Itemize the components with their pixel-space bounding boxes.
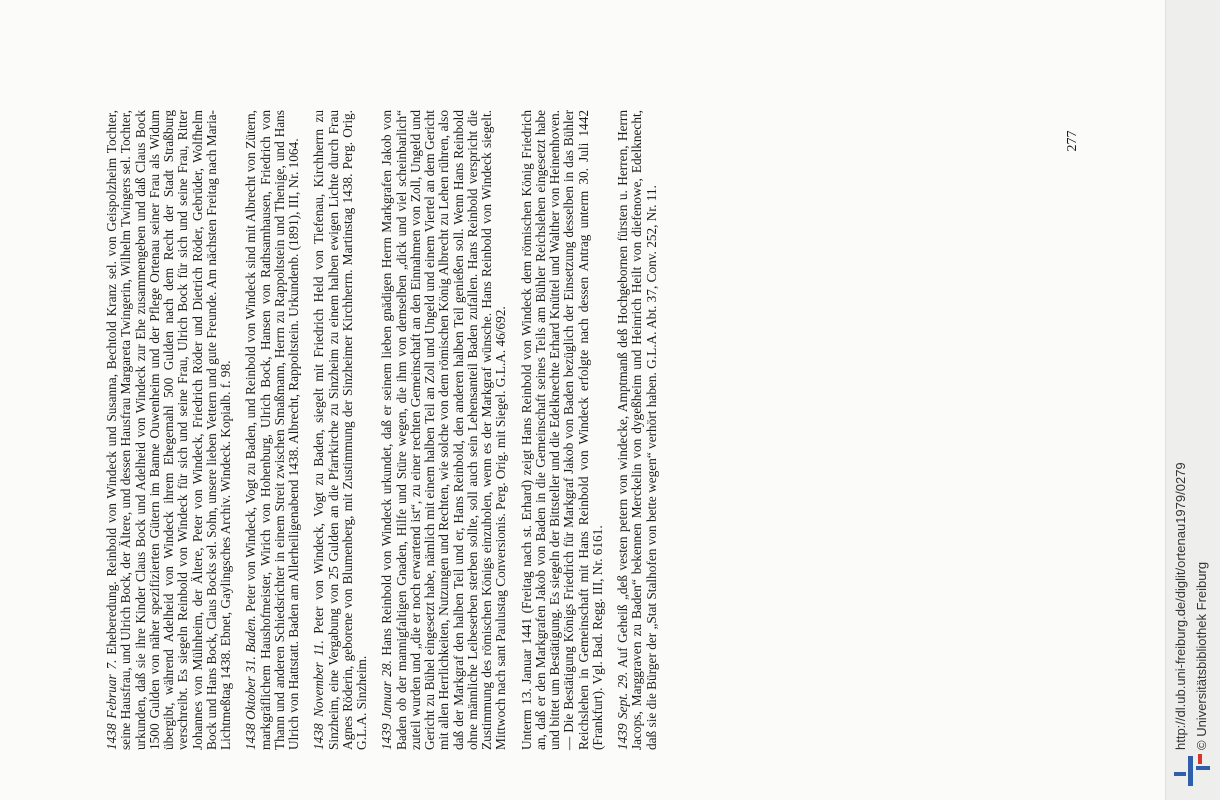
- entry-1438-november: [312, 110, 369, 750]
- entry-1439-sept: [616, 110, 659, 750]
- logo-bar-red: [1198, 754, 1202, 764]
- entry-date: 1438 Februar 7.: [104, 659, 119, 750]
- logo-bar-right: [1196, 766, 1210, 770]
- entry-text: Auf Geheiß „deß vesten petern von windecke, Amptmanß deß Hochgebornen fürsten u. Herren, Herrn Jacops, Marggraven zu Baden“ bekennen Merckelin von dygeßheim und Heinrich Heilt von diefenowe, Edelknecht, daß sie die Bürger der „Stat Stalhofen von bette wegen“ verhört haben. G.L.A. Abt. 37, Conv. 252, Nr. 11.: [615, 110, 659, 750]
- source-url-link[interactable]: http://dl.ub.uni-freiburg.de/diglit/ortenau1979/0279: [1173, 462, 1188, 750]
- copyright-notice: © Universitätsbibliothek Freiburg: [1194, 561, 1209, 750]
- sidebar-text: [1170, 10, 1220, 750]
- entry-1439-januar: [380, 110, 508, 750]
- page-number: 277: [1065, 130, 1080, 152]
- entry-text: Peter von Windeck, Vogt zu Baden, siegelt mit Friedrich Held von Tiefenau, Kirchherrn zu Sinzheim, eine Vergabung von 25 Gulden an die Pfarrkirche zu Sinzheim zu einem halben ewigen Lichte durch Frau Agnes Röderin, geborene von Blumenberg, mit Zustimmung der Sinzheimer Kirchherrn. Martinstag 1438. Perg. Orig. G.L.A. Sinzheim.: [311, 110, 369, 750]
- entry-1438-februar: [105, 110, 233, 750]
- entry-1441-note: [520, 110, 606, 750]
- entry-text: Unterm 13. Januar 1441 (Freitag nach st. Erhard) zeigt Hans Reinbold von Windeck dem römischen König Friedrich an, daß er den Markgrafen Jakob von Baden in die Gemeinschaft seines Teils am Bühler Reichslehen eingesetzt habe und bittet um Bestätigung. Es siegeln der Bittsteller und die Edelknechte Erhard Knüttel und Walther von Heinenhoven. — Die Bestätigung Königs Friedrich für Markgraf Jakob von Baden bezüglich der Einsetzung desselben in das Bühler Reichslehen in Gemeinschaft mit Hans Reinbold von Windeck erfolgte nach dessen Antrag unterm 30. Juli 1442 (Frankfurt). Vgl. Bad. Regg. III, Nr. 6161.: [518, 110, 605, 750]
- logo-bar-left: [1174, 772, 1186, 776]
- entry-date: 1439 Sept. 29.: [615, 671, 630, 750]
- entry-date: 1438 November 11.: [311, 640, 327, 750]
- entry-text: Hans Reinbold von Windeck urkundet, daß er seinem lieben gnädigen Herrn Markgrafen Jakob von Baden ob der mannigfaltigen Gnaden, Hilfe und Stüre wegen, die ihm von demselben „dick und viel scheinbarlich“ zuteil wurden und „die er noch erwartend ist“, zu einer rechten Gemeinschaft an den Einnahmen von Zoll, Ungeld und Gericht zu Bühel eingesetzt habe, nämlich mit einem halben Teil an Zoll und Ungeld und einem Viertel an dem Gericht mit allen Herrlichkeiten, Nutzungen und Rechten, wie solche von dem römischen König Albrecht zu Lehen rühren, also daß der Markgraf den halben Teil und er, Hans Reinbold, den anderen halben Teil genießen soll. Wenn Hans Reinbold ohne männliche Leibeserben sterben sollte, soll auch sein Lehensanteil Baden zufallen. Hans Reinbold verspricht die Zustimmung des römischen Königs einzuholen, wenn es der Markgraf wünsche. Hans Reinbold von Windeck siegelt. Mittwoch nach sant Paulustag Conversionis. Perg. Orig. mit Siegel. G.L.A. 46/692.: [379, 110, 509, 750]
- entry-date: 1439 Januar 28.: [379, 660, 395, 750]
- entry-1438-oktober: [244, 110, 301, 750]
- ub-freiburg-logo-icon: [1172, 748, 1216, 792]
- entry-text: Peter von Windeck, Vogt zu Baden, und Reinbold von Windeck sind mit Albrecht von Zütern, markgräflichem Haushofmeister, Wirich von Hohenburg, Ulrich Bock, Hansen von Rathsamhausen, Friedrich von Thann und anderen Schiedsrichter in einem Streit zwischen Smaßmann, Herrn zu Rappoltstein und Thenige, und Hans Ulrich von Hattstatt. Baden am Allerheiligenabend 1438. Albrecht, Rappoltstein. Urkundenb. (1891), III, Nr. 1064.: [243, 110, 301, 750]
- text-column: [105, 110, 935, 750]
- logo-bar-center: [1188, 756, 1193, 786]
- entry-date: 1438 Oktober 31. Baden.: [243, 615, 259, 750]
- entry-text: Eheberedung. Reinbold von Windeck und Susanna, Bechtold Kranz sel. von Geispolzheim Tochter, seine Hausfrau, und Ulrich Bock, der Ältere, und dessen Hausfrau Margareta Twingerin, Wilhelm Twingers sel. Tochter, urkunden, daß sie ihre Kinder Claus Bock und Adelheid von Windeck zur Ehe zusammengeben und daß Claus Bock 1500 Gulden von näher spezifizierten Gütern im Banne Ouwenheim und der Pflege Ortenau seiner Frau als Widum übergibt, während Adelheid von Windeck ihrem Ehegemahl 500 Gulden nach dem Recht der Stadt Straßburg verschreibt. Es siegeln Reinbold von Windeck für sich und seine Frau, Ulrich Bock für sich und seine Frau, Ritter Johannes von Mülnheim, der Ältere, Peter von Windeck, Friedrich Röder und Dietrich Röder, Gebrüder, Wolfhelm Bock und Hans Bock, Claus Bocks sel. Sohn, unsere lieben Vettern und gute Freunde. Am nächsten Freitag nach Maria-Lichtmeßtag 1438. Ebnet, Gaylingsches Archiv. Windeck. Kopialb. f. 98.: [104, 109, 233, 750]
